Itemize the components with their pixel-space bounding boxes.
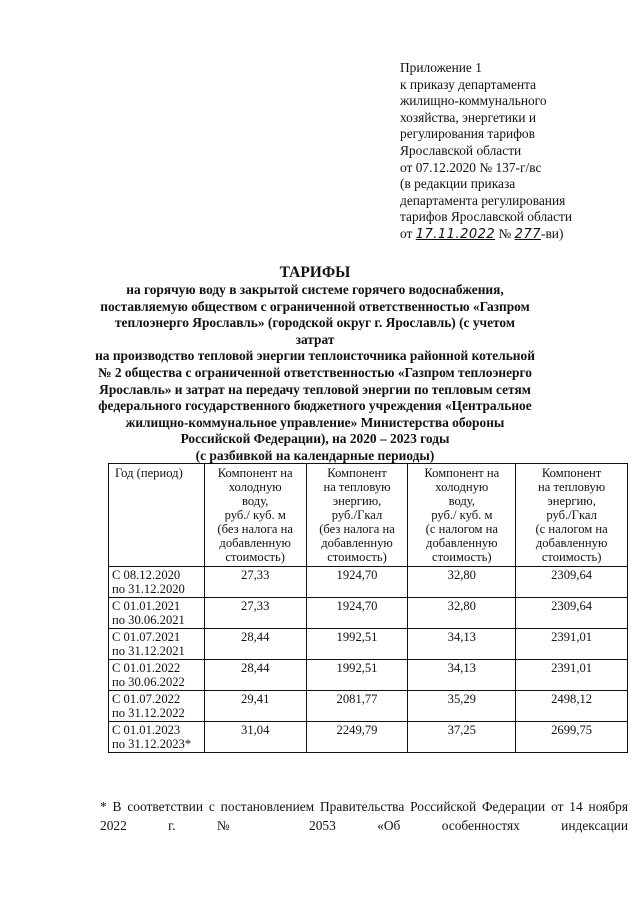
appendix-line: Приложение 1	[400, 60, 482, 75]
value-cell: 1992,51	[306, 629, 408, 660]
period-cell: С 08.12.2020 по 31.12.2020	[109, 567, 205, 598]
footnote: * В соответствии с постановлением Правительства Российской Федерации от 14 ноября 2022 г. № 2053 «Об особенностях индексации	[100, 799, 628, 833]
table-row	[109, 660, 628, 691]
value-cell: 31,04	[204, 722, 306, 753]
appendix-block	[400, 60, 635, 244]
column-header-period: Год (период)	[109, 464, 205, 567]
value-cell: 34,13	[408, 629, 516, 660]
heading-line: поставляемую обществом с ограниченной ответственностью «Газпром	[100, 298, 530, 314]
value-cell: 32,80	[408, 567, 516, 598]
value-cell: 2699,75	[516, 722, 628, 753]
heading-line: на горячую воду в закрытой системе горячего водоснабжения,	[126, 282, 504, 297]
value-cell: 2391,01	[516, 660, 628, 691]
heading-line: на производство тепловой энергии теплоисточника районной котельной	[95, 348, 535, 364]
appendix-line: хозяйства, энергетики и	[400, 109, 537, 125]
table-header-row	[109, 464, 628, 567]
value-cell: 34,13	[408, 660, 516, 691]
table-row	[109, 629, 628, 660]
value-cell: 29,41	[204, 691, 306, 722]
appendix-line: к приказу департамента	[400, 76, 537, 92]
value-cell: 2391,01	[516, 629, 628, 660]
period-cell: С 01.01.2021 по 30.06.2021	[109, 598, 205, 629]
appendix-date-prefix: от	[400, 225, 413, 241]
value-cell: 2309,64	[516, 598, 628, 629]
appendix-line: департамента регулирования	[400, 192, 566, 208]
period-cell: С 01.07.2021 по 31.12.2021	[109, 629, 205, 660]
tariffs-table	[108, 463, 628, 753]
heading-line: жилищно-коммунальное управление» Министерства обороны	[125, 414, 505, 430]
appendix-line: Ярославской области	[400, 142, 522, 158]
value-cell: 27,33	[204, 598, 306, 629]
period-cell: С 01.07.2022 по 31.12.2022	[109, 691, 205, 722]
value-cell: 28,44	[204, 660, 306, 691]
value-cell: 2081,77	[306, 691, 408, 722]
appendix-last-line	[400, 226, 635, 244]
column-header-cold-water-with-vat: Компонент на холодную воду, руб./ куб. м (с налогом на добавленную стоимость)	[408, 464, 516, 567]
appendix-line: (в редакции приказа	[400, 176, 516, 192]
table-row	[109, 598, 628, 629]
appendix-number-suffix: -ви)	[541, 225, 564, 241]
number-sign: №	[498, 225, 512, 241]
heading-line: федерального государственного бюджетного учреждения «Центральное	[98, 398, 532, 414]
period-cell: С 01.01.2022 по 30.06.2022	[109, 660, 205, 691]
value-cell: 2309,64	[516, 567, 628, 598]
handwritten-date: 17.11.2022	[415, 226, 496, 242]
heading-line: № 2 общества с ограниченной ответственностью «Газпром теплоэнерго	[98, 364, 532, 380]
value-cell: 2498,12	[516, 691, 628, 722]
appendix-line: регулирования тарифов	[400, 126, 535, 142]
value-cell: 27,33	[204, 567, 306, 598]
document-heading	[95, 264, 535, 465]
appendix-line: тарифов Ярославской области	[400, 209, 573, 225]
heading-line: теплоэнерго Ярославль» (городской округ г. Ярославль) (с учетом затрат	[114, 315, 515, 347]
value-cell: 32,80	[408, 598, 516, 629]
heading-line: Российской Федерации), на 2020 – 2023 годы	[180, 431, 450, 447]
column-header-cold-water-no-vat: Компонент на холодную воду, руб./ куб. м (без налога на добавленную стоимость)	[204, 464, 306, 567]
value-cell: 1992,51	[306, 660, 408, 691]
column-header-heat-energy-with-vat: Компонент на тепловую энергию, руб./Гкал (с налогом на добавленную стоимость)	[516, 464, 628, 567]
document-title: ТАРИФЫ	[279, 264, 351, 281]
appendix-line: жилищно-коммунального	[400, 93, 547, 109]
heading-line: Ярославль» и затрат на передачу тепловой энергии по тепловым сетям	[99, 381, 531, 397]
appendix-line: от 07.12.2020 № 137-г/вс	[400, 159, 542, 175]
value-cell: 2249,79	[306, 722, 408, 753]
value-cell: 35,29	[408, 691, 516, 722]
column-header-heat-energy-no-vat: Компонент на тепловую энергию, руб./Гкал (без налога на добавленную стоимость)	[306, 464, 408, 567]
table-row	[109, 722, 628, 753]
table-row	[109, 567, 628, 598]
value-cell: 28,44	[204, 629, 306, 660]
handwritten-number: 277	[514, 226, 541, 242]
period-cell: С 01.01.2023 по 31.12.2023*	[109, 722, 205, 753]
value-cell: 1924,70	[306, 598, 408, 629]
value-cell: 37,25	[408, 722, 516, 753]
heading-line: (с разбивкой на календарные периоды)	[195, 447, 435, 463]
table-row	[109, 691, 628, 722]
value-cell: 1924,70	[306, 567, 408, 598]
